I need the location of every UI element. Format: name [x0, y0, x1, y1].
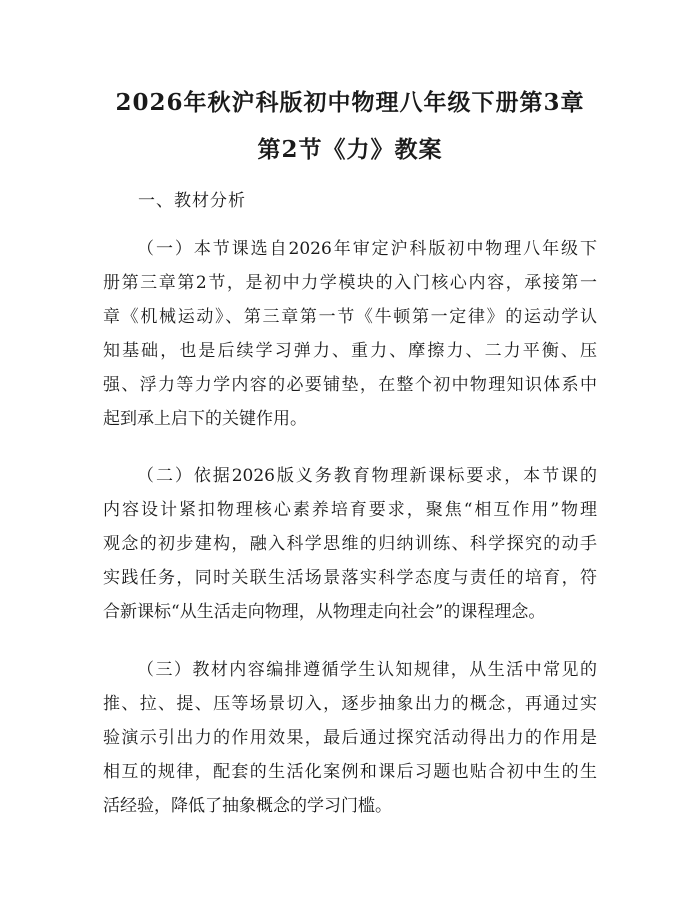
paragraph-line: （二）依据2026版义务教育物理新课标要求，本节课的	[137, 466, 597, 486]
paragraph-line: 内容设计紧扣物理核心素养培育要求，聚焦“相互作用”物理	[103, 500, 597, 520]
paragraph-line: 起到承上启下的关键作用。	[103, 409, 307, 429]
section-heading: 一、教材分析	[138, 191, 246, 211]
paragraph-line: （一）本节课选自2026年审定沪科版初中物理八年级下	[137, 239, 597, 259]
paragraph-line: 合新课标“从生活走向物理，从物理走向社会”的课程理念。	[103, 602, 546, 622]
document-title-line-1: 2026年秋沪科版初中物理八年级下册第3章	[115, 89, 585, 116]
paragraph-line: （三）教材内容编排遵循学生认知规律，从生活中常见的	[137, 660, 597, 680]
paragraph-line: 册第三章第2节，是初中力学模块的入门核心内容，承接第一	[103, 273, 597, 293]
paragraph-line: 实践任务，同时关联生活场景落实科学态度与责任的培育，符	[103, 568, 597, 588]
paragraph-line: 验演示引出力的作用效果，最后通过探究活动得出力的作用是	[103, 728, 597, 748]
paragraph-line: 活经验，降低了抽象概念的学习门槛。	[103, 796, 392, 816]
paragraph-2	[103, 459, 597, 629]
paragraph-line: 相互的规律，配套的生活化案例和课后习题也贴合初中生的生	[103, 762, 597, 782]
paragraph-1	[103, 232, 597, 436]
paragraph-line: 章《机械运动》、第三章第一节《牛顿第一定律》的运动学认	[103, 307, 597, 327]
paragraph-line: 推、拉、提、压等场景切入，逐步抽象出力的概念，再通过实	[103, 694, 597, 714]
paragraph-line: 知基础，也是后续学习弹力、重力、摩擦力、二力平衡、压	[103, 341, 597, 361]
document-title-line-2: 第2节《力》教案	[257, 136, 443, 163]
paragraph-3	[103, 653, 597, 823]
paragraph-line: 强、浮力等力学内容的必要铺垫，在整个初中物理知识体系中	[103, 375, 597, 395]
paragraph-line: 观念的初步建构，融入科学思维的归纳训练、科学探究的动手	[103, 534, 597, 554]
